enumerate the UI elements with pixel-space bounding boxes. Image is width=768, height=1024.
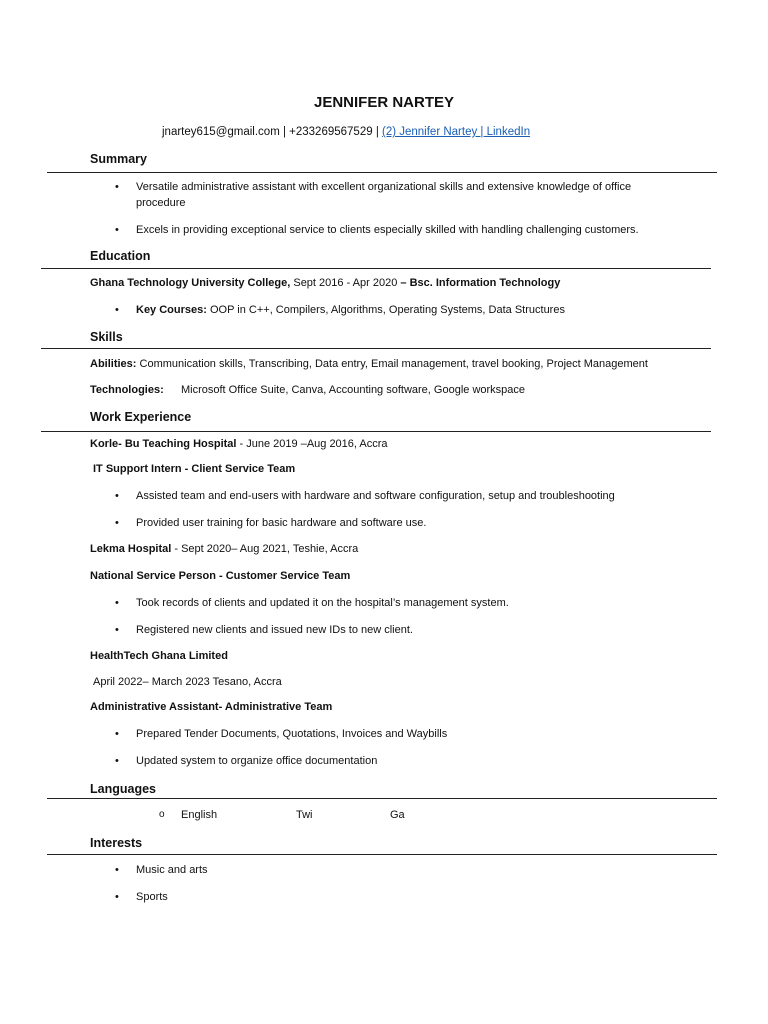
school-name: Ghana Technology University College, <box>90 277 291 289</box>
contact-text: jnartey615@gmail.com | +233269567529 | <box>162 126 382 138</box>
candidate-name: JENNIFER NARTEY <box>313 94 455 111</box>
job-2-bullet-2: • Registered new clients and issued new IDs to new client. <box>136 624 413 636</box>
key-courses-label: Key Courses: <box>136 304 207 316</box>
job-2-bullet-1: • Took records of clients and updated it on the hospital’s management system. <box>136 597 509 609</box>
abilities-label: Abilities: <box>90 358 137 370</box>
summary-item-2: • Excels in providing exceptional service to clients especially skilled with handling challenging customers. <box>136 224 639 236</box>
linkedin-link[interactable]: (2) Jennifer Nartey | LinkedIn <box>382 126 531 138</box>
key-courses-list: OOP in C++, Compilers, Algorithms, Operating Systems, Data Structures <box>206 304 565 316</box>
interest-music: • Music and arts <box>136 864 208 876</box>
job-3-bullet-1: • Prepared Tender Documents, Quotations, Invoices and Waybills <box>136 728 447 740</box>
job-3-org: HealthTech Ghana Limited <box>90 650 228 662</box>
job-3-bullet-2: • Updated system to organize office documentation <box>136 755 377 767</box>
job-1-role: IT Support Intern - Client Service Team <box>93 463 296 475</box>
job-1-bullet-1: • Assisted team and end-users with hardware and software configuration, setup and troubleshooting <box>136 490 615 502</box>
job-1-meta: - June 2019 –Aug 2016, Accra <box>236 438 388 450</box>
job-1-bullet-2: • Provided user training for basic hardware and software use. <box>136 517 426 529</box>
skills-divider <box>41 348 711 349</box>
job-1-org: Korle- Bu Teaching Hospital <box>90 438 237 450</box>
abilities-line <box>90 358 648 370</box>
language-ga: Ga <box>390 809 405 821</box>
degree: – Bsc. Information Technology <box>400 277 561 289</box>
work-divider <box>41 431 711 432</box>
abilities-list: Communication skills, Transcribing, Data entry, Email management, travel booking, Project Management <box>136 358 648 370</box>
summary-item-1: • Versatile administrative assistant with excellent organizational skills and extensive knowledge of office <box>136 181 631 193</box>
job-3-meta: April 2022– March 2023 Tesano, Accra <box>93 676 282 688</box>
contact-line <box>162 126 530 138</box>
job-2-role: National Service Person - Customer Service Team <box>90 570 351 582</box>
job-2-org: Lekma Hospital <box>90 543 172 555</box>
languages-divider <box>47 798 717 799</box>
languages-heading: Languages <box>90 782 156 796</box>
skills-heading: Skills <box>90 330 123 344</box>
education-dates: Sept 2016 - Apr 2020 <box>290 277 401 289</box>
summary-heading: Summary <box>90 152 147 166</box>
work-heading: Work Experience <box>90 410 192 424</box>
interests-heading: Interests <box>90 836 143 850</box>
language-twi: Twi <box>296 809 313 821</box>
language-english: o English <box>181 809 217 821</box>
job-1-header <box>90 438 388 450</box>
summary-divider <box>47 172 717 173</box>
education-divider <box>41 268 711 269</box>
interest-sports: • Sports <box>136 891 168 903</box>
summary-item-1-continued: procedure <box>136 197 186 209</box>
technologies-list: Microsoft Office Suite, Canva, Accounting software, Google workspace <box>181 384 526 396</box>
job-2-meta: - Sept 2020– Aug 2021, Teshie, Accra <box>171 543 359 555</box>
technologies-label: Technologies: <box>90 384 164 396</box>
education-entry <box>90 277 560 289</box>
key-courses <box>136 304 565 316</box>
education-heading: Education <box>90 249 151 263</box>
interests-divider <box>47 854 717 855</box>
job-3-role: Administrative Assistant- Administrative Team <box>90 701 333 713</box>
job-2-header <box>90 543 358 555</box>
